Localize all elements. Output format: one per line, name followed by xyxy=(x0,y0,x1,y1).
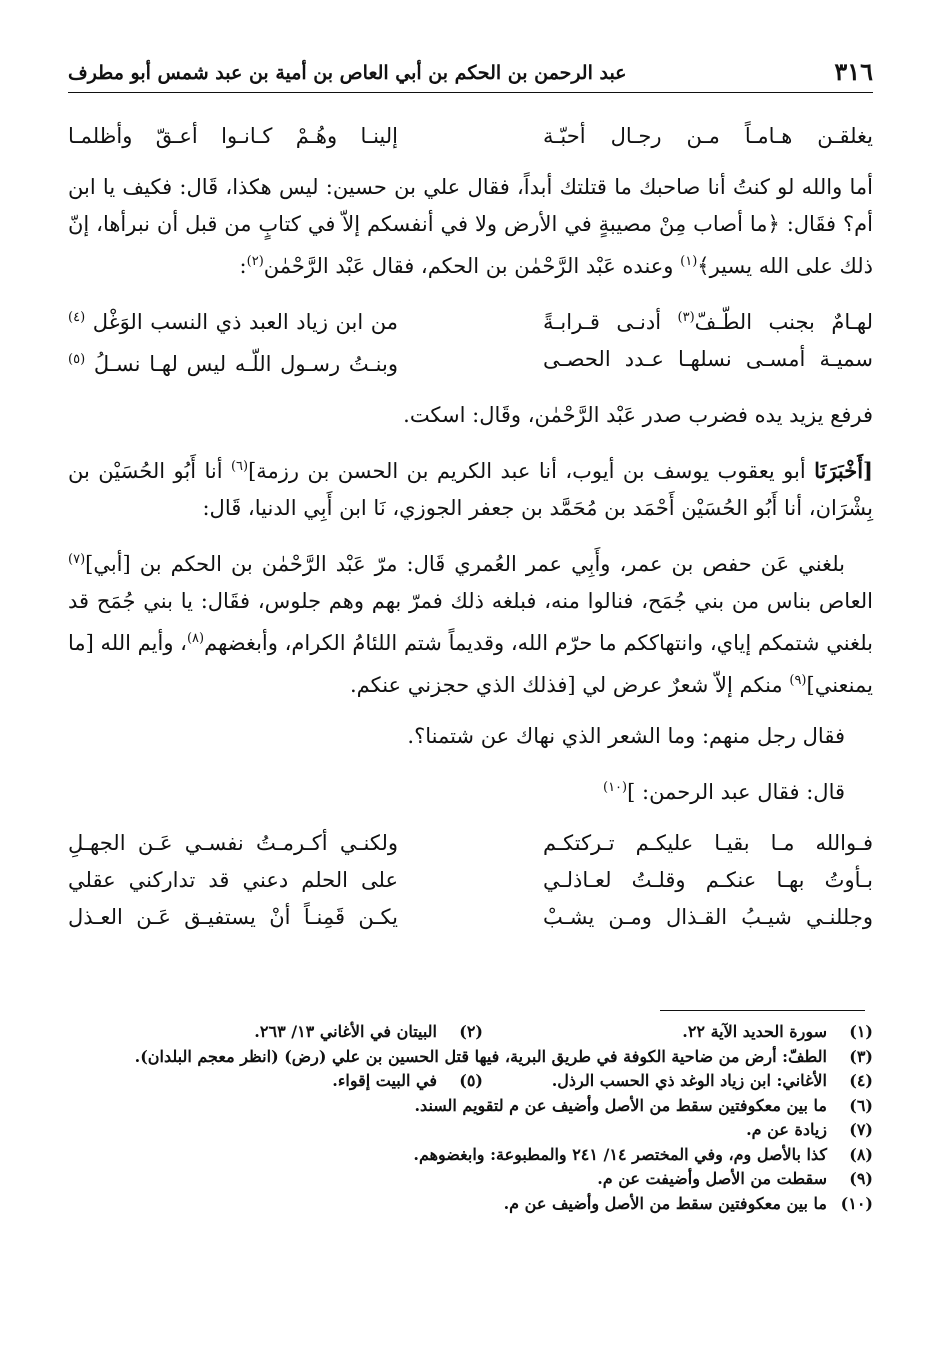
footnote-text: سقطت من الأصل وأضيفت عن م. xyxy=(597,1169,827,1188)
paragraph: فقال رجل منهم: وما الشعر الذي نهاك عن شتمنا؟. xyxy=(407,724,845,748)
footnote xyxy=(68,1047,873,1072)
running-title: عبد الرحمن بن الحكم بن أبي العاص بن أمية بن عبد شمس أبو مطرف xyxy=(68,62,627,84)
akhbarana-word: [أَخْبَرَنَا xyxy=(814,458,873,483)
footnote xyxy=(68,1169,873,1194)
verse-line xyxy=(68,862,873,899)
footnote xyxy=(68,1194,873,1219)
footnote xyxy=(68,1120,873,1145)
verse-hemistich: سميـة أمسـى نسلهـا عـدد الحصـى xyxy=(543,347,873,371)
verse-hemistich: من ابن زياد العبد ذي النسب الوَغْل $^{(٤)}$ xyxy=(68,310,398,334)
verse-hemistich: وجللنـي شيـبُ القـذال ومـن يشـبْ xyxy=(543,905,873,929)
footnote-number: (٢) xyxy=(459,1022,483,1041)
footnote-text: زيادة عن م. xyxy=(746,1120,827,1139)
paragraph-text: أما والله لو كنتُ أنا صاحبك ما قتلتك أبداً، فقال علي بن حسين: ليس هكذا، قَال: فكيف يا ابن أم؟ فقَال: ﴿ما أصاب مِنْ مصيبةٍ في الأرض ولا في أنفسكم إلاّ في كتابٍ من قبل أن نبرأها، إنّ ذلك على الله يسير﴾ xyxy=(68,175,873,278)
footnote-marker: (٢) xyxy=(246,254,264,269)
footnote-text: ما بين معكوفتين سقط من الأصل وأضيف عن م لتقويم السند. xyxy=(414,1095,827,1115)
verse-line xyxy=(68,899,873,936)
footnote xyxy=(68,1145,873,1170)
footnote-text: ما بين معكوفتين سقط من الأصل وأضيف عن م. xyxy=(503,1193,827,1213)
footnotes xyxy=(68,1022,873,1218)
main-text xyxy=(68,118,873,950)
footnote-number: (٩) xyxy=(849,1169,873,1188)
footnote-marker: (٥) xyxy=(68,352,86,367)
footnote-number: (٨) xyxy=(849,1144,873,1164)
footnote-number: (٥) xyxy=(459,1071,483,1090)
verse-hemistich: فـوالله مـا بقيـا عليكـم تـركتكـم xyxy=(543,831,873,855)
footnote xyxy=(483,1022,873,1041)
verse-block-3 xyxy=(68,825,873,936)
page-header xyxy=(68,52,873,93)
paragraph: [أَخْبَرَنَا أبو يعقوب يوسف بن أيوب، أنا عبد الكريم بن الحسن بن رزمة]$^{(٦)}$ أنا أَبُو الحُسَيْن بن بِشْرَان، أنا أَبُو الحُسَيْن أَحْمَد بن مُحَمَّد بن جعفر الجوزي، نَا ابن أَبِي الدنيا، قَال: xyxy=(68,458,873,520)
footnote-text: الطفّ: أرض من ضاحية الكوفة في طريق البرية، فيها قتل الحسين بن علي (رض) (انظر معجم البلدان). xyxy=(134,1046,827,1066)
footnote-marker: (٣) xyxy=(677,310,695,325)
footnote-number: (٤) xyxy=(849,1071,873,1090)
verse-hemistich: يكـن قَمِنـاً أنْ يستفيـق عَـن العـذل xyxy=(68,905,398,929)
verse-block-1 xyxy=(68,118,873,155)
footnote-text: الأغاني: ابن زياد الوغد ذي الحسب الرذل. xyxy=(551,1071,827,1090)
verse-hemistich: ولكنـي أكـرمـتُ نفسـي عَـن الجهـلِ xyxy=(68,831,398,855)
verse-line xyxy=(68,118,873,155)
footnote-separator xyxy=(660,1010,865,1011)
paragraph: فرفع يزيد يده فضرب صدر عَبْد الرَّحْمٰن، وقَال: اسكت. xyxy=(403,403,873,427)
footnote-text: سورة الحديد الآية ٢٢. xyxy=(682,1022,827,1041)
verse-hemistich: لهـامٌ بجنب الطّـفّ$^{(٣)}$ أدنـى قـرابـةً xyxy=(543,310,873,334)
verse-block-2 xyxy=(68,299,873,383)
footnote-marker: (٦) xyxy=(230,459,249,474)
footnote-number: (٦) xyxy=(849,1095,873,1115)
footnote-number: (١٠) xyxy=(840,1193,873,1213)
footnote-marker: (٧) xyxy=(68,552,86,567)
footnote-marker: (٩) xyxy=(789,673,807,688)
verse-line xyxy=(68,825,873,862)
paragraph: بلغني عَن حفص بن عمر، وأَبِي عمر العُمري قَال: مرّ عَبْد الرَّحْمٰن بن الحكم بن [أبي]$^{(٧)}$ العاص بناس من بني جُمَح، فنالوا منه، فبلغه ذلك فمرّ بهم وهم جلوس، فقَال: يا بني جُمَح قد بلغني شتمكم إياي، وانتهاككم ما حرّم الله، وقديماً شتم اللئامُ الكرام، وأبغضهم$^{(٨)}$، وأيم الله [ما يمنعني]$^{(٩)}$ منكم إلاّ شعرٌ عرض لي [فذلك الذي حجزني عنكم. xyxy=(68,552,873,697)
verse-hemistich: إلينـا وهُـمْ كـانـوا أعـقّ وأظلمـا xyxy=(68,124,398,148)
verse-hemistich: يغلقـن هـامـاً مـن رجـال أحبّـة xyxy=(543,124,873,148)
page-number: ٣١٦ xyxy=(834,57,873,86)
footnote-marker: (٤) xyxy=(68,310,86,325)
footnote xyxy=(68,1096,873,1121)
footnote-marker: (٨) xyxy=(186,631,205,646)
footnote xyxy=(93,1022,483,1041)
footnote xyxy=(483,1071,873,1090)
footnote-row xyxy=(68,1022,873,1047)
paragraph: قال: فقال عبد الرحمن: ]$^{(١٠)}$ xyxy=(603,780,845,804)
paragraph: أما والله لو كنتُ أنا صاحبك ما قتلتك أبداً، فقال علي بن حسين: ليس هكذا، قَال: فكيف يا ابن أم؟ فقَال: ﴿ما أصاب مِنْ مصيبةٍ في الأرض ولا في أنفسكم إلاّ في كتابٍ من قبل أن نبرأها، إنّ ذلك على الله يسير﴾$^{(١)}$ وعنده عَبْد الرَّحْمٰن بن الحكم، فقال عَبْد الرَّحْمٰن$^{(٢)}$: xyxy=(68,175,873,278)
footnote-number: (٣) xyxy=(849,1046,873,1066)
footnote xyxy=(93,1071,483,1090)
footnote-text: كذا بالأصل وم، وفي المختصر ١٤/ ٢٤١ والمطبوعة: وابغضوهم. xyxy=(413,1144,827,1164)
verse-line xyxy=(68,299,873,341)
footnote-row xyxy=(68,1071,873,1096)
paragraph-text: وعنده عَبْد الرَّحْمٰن بن الحكم، فقال عَبْد الرَّحْمٰن xyxy=(263,254,681,278)
verse-hemistich: على الحلم دعني قد تداركني عقلي xyxy=(68,868,398,892)
verse-line xyxy=(68,341,873,383)
footnote-number: (١) xyxy=(849,1022,873,1041)
footnote-marker: (١٠) xyxy=(603,780,628,795)
footnote-marker: (١) xyxy=(680,254,698,269)
footnote-text: البيتان في الأغاني ١٣/ ٢٦٣. xyxy=(254,1022,437,1041)
verse-hemistich: بـأوتُ بهـا عنكـم وقلـتُ لعـاذلـي xyxy=(543,868,873,892)
footnote-text: في البيت إقواء. xyxy=(332,1071,437,1090)
verse-hemistich: وبنـتُ رسـول اللّـه ليس لهـا نسـلُ $^{(٥)}$ xyxy=(68,352,398,376)
footnote-number: (٧) xyxy=(849,1120,873,1139)
